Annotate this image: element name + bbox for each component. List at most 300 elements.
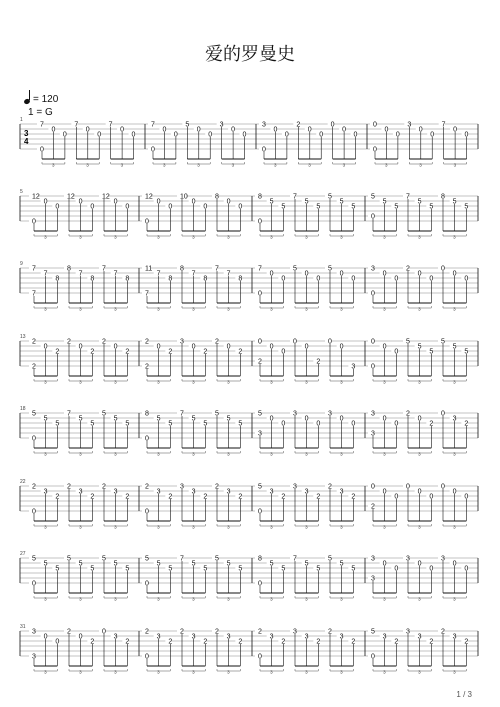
fret-number: 2 <box>238 493 243 501</box>
fret-number: 8 <box>55 275 60 283</box>
triplet-label: 3 <box>192 451 195 457</box>
fret-number: 0 <box>258 218 262 226</box>
triplet-label: 3 <box>192 669 195 675</box>
fret-number: 5 <box>339 560 344 568</box>
fret-number: 0 <box>258 338 262 346</box>
triplet-label: 3 <box>157 306 160 312</box>
fret-number: 0 <box>113 343 118 351</box>
fret-number: 0 <box>339 415 344 423</box>
fret-number: 10 <box>180 193 188 201</box>
fret-number: 2 <box>371 503 375 511</box>
measure-number: 18 <box>20 406 26 412</box>
fret-number: 7 <box>156 270 161 278</box>
fret-number: 0 <box>145 508 149 516</box>
fret-number: 2 <box>32 363 36 371</box>
fret-number: 0 <box>417 415 422 423</box>
fret-number: 5 <box>226 415 231 423</box>
triplet-label: 3 <box>44 379 47 385</box>
fret-number: 2 <box>406 265 410 273</box>
fret-number: 3 <box>406 555 410 563</box>
fret-number: 5 <box>168 565 173 573</box>
fret-number: 0 <box>382 270 387 278</box>
fret-number: 2 <box>90 493 95 501</box>
measure-number: 5 <box>20 189 23 195</box>
fret-number: 0 <box>394 420 399 428</box>
fret-number: 5 <box>339 198 344 206</box>
fret-number: 5 <box>304 560 309 568</box>
fret-number: 8 <box>90 275 95 283</box>
fret-number: 3 <box>371 555 375 563</box>
fret-number: 2 <box>125 493 130 501</box>
triplet-label: 3 <box>270 451 273 457</box>
fret-number: 0 <box>330 121 335 129</box>
fret-number: 0 <box>145 218 149 226</box>
triplet-label: 3 <box>453 379 456 385</box>
fret-number: 2 <box>238 638 243 646</box>
fret-number: 7 <box>74 121 79 129</box>
fret-number: 0 <box>32 435 36 443</box>
triplet-label: 3 <box>114 669 117 675</box>
triplet-label: 3 <box>114 234 117 240</box>
fret-number: 3 <box>304 633 309 641</box>
fret-number: 0 <box>196 126 201 134</box>
triplet-label: 3 <box>192 306 195 312</box>
fret-number: 7 <box>215 265 219 273</box>
measure-number: 1 <box>20 117 23 123</box>
fret-number: 5 <box>238 420 243 428</box>
fret-number: 5 <box>32 410 36 418</box>
fret-number: 0 <box>371 338 375 346</box>
triplet-label: 3 <box>418 596 421 602</box>
fret-number: 5 <box>90 565 95 573</box>
measure-number: 27 <box>20 551 26 557</box>
fret-number: 0 <box>382 560 387 568</box>
triplet-label: 3 <box>114 379 117 385</box>
fret-number: 3 <box>371 430 375 438</box>
fret-number: 3 <box>371 410 375 418</box>
fret-number: 2 <box>429 638 434 646</box>
fret-number: 5 <box>67 555 71 563</box>
fret-number: 12 <box>67 193 75 201</box>
fret-number: 0 <box>43 343 48 351</box>
fret-number: 2 <box>328 483 332 491</box>
fret-number: 0 <box>32 508 36 516</box>
fret-number: 7 <box>32 290 36 298</box>
fret-number: 0 <box>316 275 321 283</box>
fret-number: 2 <box>203 638 208 646</box>
fret-number: 0 <box>281 420 286 428</box>
fret-number: 0 <box>406 483 410 491</box>
fret-number: 7 <box>191 270 196 278</box>
triplet-label: 3 <box>197 162 200 168</box>
fret-number: 3 <box>382 633 387 641</box>
fret-number: 0 <box>452 560 457 568</box>
triplet-label: 3 <box>453 306 456 312</box>
measure-number: 9 <box>20 261 23 267</box>
key-signature: 1 = G <box>28 107 53 118</box>
fret-number: 5 <box>203 420 208 428</box>
triplet-label: 3 <box>44 524 47 530</box>
fret-number: 0 <box>464 565 469 573</box>
fret-number: 2 <box>145 483 149 491</box>
fret-number: 2 <box>203 493 208 501</box>
fret-number: 0 <box>258 653 262 661</box>
fret-number: 0 <box>258 508 262 516</box>
triplet-label: 3 <box>227 306 230 312</box>
fret-number: 0 <box>162 126 167 134</box>
fret-number: 0 <box>430 131 435 139</box>
fret-number: 2 <box>168 493 173 501</box>
triplet-label: 3 <box>340 669 343 675</box>
fret-number: 7 <box>180 555 184 563</box>
fret-number: 2 <box>215 338 219 346</box>
fret-number: 5 <box>145 555 149 563</box>
fret-number: 2 <box>351 493 356 501</box>
triplet-label: 3 <box>270 379 273 385</box>
fret-number: 0 <box>394 348 399 356</box>
fret-number: 8 <box>168 275 173 283</box>
measure-number: 13 <box>20 334 26 340</box>
triplet-label: 3 <box>384 162 388 168</box>
triplet-label: 3 <box>114 596 117 602</box>
fret-number: 0 <box>441 483 445 491</box>
fret-number: 0 <box>453 126 458 134</box>
fret-number: 5 <box>226 560 231 568</box>
fret-number: 3 <box>371 575 375 583</box>
fret-number: 3 <box>219 121 224 129</box>
fret-number: 3 <box>32 653 36 661</box>
fret-number: 5 <box>168 420 173 428</box>
fret-number: 3 <box>226 633 231 641</box>
fret-number: 2 <box>102 338 106 346</box>
fret-number: 0 <box>319 131 324 139</box>
fret-number: 5 <box>238 565 243 573</box>
triplet-label: 3 <box>157 379 160 385</box>
triplet-label: 3 <box>79 234 82 240</box>
fret-number: 3 <box>371 265 375 273</box>
fret-number: 5 <box>215 555 219 563</box>
fret-number: 8 <box>215 193 219 201</box>
triplet-label: 3 <box>418 234 421 240</box>
measure-number: 22 <box>20 479 26 485</box>
fret-number: 7 <box>226 270 231 278</box>
fret-number: 7 <box>40 121 44 129</box>
fret-number: 5 <box>316 203 321 211</box>
fret-number: 5 <box>452 198 457 206</box>
fret-number: 2 <box>67 338 71 346</box>
fret-number: 3 <box>191 488 196 496</box>
triplet-label: 3 <box>340 306 343 312</box>
triplet-label: 3 <box>340 234 343 240</box>
fret-number: 5 <box>43 415 48 423</box>
fret-number: 0 <box>373 121 377 129</box>
fret-number: 5 <box>113 560 118 568</box>
fret-number: 2 <box>32 338 36 346</box>
fret-number: 0 <box>125 203 130 211</box>
fret-number: 5 <box>78 415 83 423</box>
triplet-label: 3 <box>383 524 386 530</box>
fret-number: 0 <box>394 275 399 283</box>
fret-number: 5 <box>464 348 469 356</box>
fret-number: 7 <box>102 265 106 273</box>
triplet-label: 3 <box>51 162 55 168</box>
fret-number: 7 <box>67 410 71 418</box>
fret-number: 8 <box>203 275 208 283</box>
sheet-title: 爱的罗曼史 <box>205 44 295 65</box>
fret-number: 0 <box>418 126 423 134</box>
fret-number: 5 <box>43 560 48 568</box>
fret-number: 7 <box>293 555 297 563</box>
fret-number: 0 <box>395 131 400 139</box>
fret-number: 0 <box>273 126 278 134</box>
time-signature-bottom: 4 <box>24 137 29 146</box>
triplet-label: 3 <box>192 379 195 385</box>
fret-number: 5 <box>406 338 410 346</box>
fret-number: 0 <box>284 131 289 139</box>
triplet-label: 3 <box>340 379 343 385</box>
triplet-label: 3 <box>308 162 311 168</box>
fret-number: 0 <box>55 203 60 211</box>
fret-number: 0 <box>208 131 213 139</box>
fret-number: 5 <box>125 420 130 428</box>
fret-number: 0 <box>353 131 358 139</box>
fret-number: 2 <box>90 348 95 356</box>
fret-number: 0 <box>191 198 196 206</box>
fret-number: 0 <box>382 488 387 496</box>
fret-number: 7 <box>151 121 155 129</box>
fret-number: 2 <box>102 483 106 491</box>
triplet-label: 3 <box>383 451 386 457</box>
fret-number: 2 <box>145 338 149 346</box>
triplet-label: 3 <box>79 669 82 675</box>
fret-number: 11 <box>145 265 153 273</box>
triplet-label: 3 <box>44 451 47 457</box>
fret-number: 0 <box>168 203 173 211</box>
fret-number: 2 <box>125 348 130 356</box>
fret-number: 0 <box>351 420 356 428</box>
fret-number: 0 <box>156 198 161 206</box>
fret-number: 7 <box>108 121 113 129</box>
fret-number: 5 <box>55 420 60 428</box>
fret-number: 0 <box>281 275 286 283</box>
fret-number: 0 <box>339 270 344 278</box>
fret-number: 2 <box>215 628 219 636</box>
fret-number: 3 <box>269 633 274 641</box>
fret-number: 3 <box>293 628 297 636</box>
fret-number: 0 <box>78 198 83 206</box>
triplet-label: 3 <box>305 379 308 385</box>
fret-number: 2 <box>464 420 469 428</box>
triplet-label: 3 <box>270 524 273 530</box>
time-signature-top: 3 <box>24 129 29 138</box>
fret-number: 0 <box>452 270 457 278</box>
fret-number: 7 <box>43 270 48 278</box>
fret-number: 2 <box>464 638 469 646</box>
triplet-label: 3 <box>157 451 160 457</box>
fret-number: 3 <box>293 483 297 491</box>
triplet-label: 3 <box>270 669 273 675</box>
triplet-label: 3 <box>192 524 195 530</box>
fret-number: 2 <box>441 628 445 636</box>
fret-number: 3 <box>258 430 262 438</box>
fret-number: 5 <box>316 565 321 573</box>
triplet-label: 3 <box>79 596 82 602</box>
fret-number: 2 <box>168 638 173 646</box>
fret-number: 5 <box>203 565 208 573</box>
fret-number: 3 <box>78 488 83 496</box>
fret-number: 5 <box>351 565 356 573</box>
fret-number: 5 <box>371 628 375 636</box>
fret-number: 2 <box>125 638 130 646</box>
triplet-label: 3 <box>305 669 308 675</box>
fret-number: 0 <box>238 203 243 211</box>
fret-number: 0 <box>78 343 83 351</box>
triplet-label: 3 <box>120 162 124 168</box>
triplet-label: 3 <box>453 669 456 675</box>
triplet-label: 3 <box>192 596 195 602</box>
fret-number: 2 <box>429 420 434 428</box>
fret-number: 5 <box>156 560 161 568</box>
fret-number: 0 <box>151 146 155 154</box>
fret-number: 0 <box>226 343 231 351</box>
fret-number: 5 <box>394 203 399 211</box>
fret-number: 0 <box>304 343 309 351</box>
triplet-label: 3 <box>192 234 195 240</box>
fret-number: 0 <box>429 493 434 501</box>
triplet-label: 3 <box>270 596 273 602</box>
fret-number: 0 <box>51 126 56 134</box>
fret-number: 0 <box>78 633 83 641</box>
fret-number: 0 <box>382 415 387 423</box>
fret-number: 2 <box>328 628 332 636</box>
fret-number: 0 <box>43 198 48 206</box>
fret-number: 7 <box>32 265 36 273</box>
fret-number: 5 <box>429 348 434 356</box>
triplet-label: 3 <box>305 234 308 240</box>
fret-number: 5 <box>102 410 106 418</box>
fret-number: 0 <box>40 146 44 154</box>
fret-number: 0 <box>429 275 434 283</box>
fret-number: 2 <box>296 121 301 129</box>
fret-number: 12 <box>32 193 40 201</box>
fret-number: 5 <box>441 338 445 346</box>
fret-number: 2 <box>316 493 321 501</box>
fret-number: 3 <box>407 121 412 129</box>
triplet-label: 3 <box>44 669 47 675</box>
fret-number: 2 <box>238 348 243 356</box>
fret-number: 5 <box>429 203 434 211</box>
fret-number: 0 <box>464 275 469 283</box>
fret-number: 0 <box>371 483 375 491</box>
fret-number: 5 <box>191 560 196 568</box>
fret-number: 0 <box>97 131 102 139</box>
fret-number: 3 <box>351 363 356 371</box>
fret-number: 0 <box>417 560 422 568</box>
fret-number: 0 <box>281 348 286 356</box>
triplet-label: 3 <box>79 306 82 312</box>
fret-number: 0 <box>145 580 149 588</box>
fret-number: 0 <box>62 131 67 139</box>
fret-number: 5 <box>371 193 375 201</box>
fret-number: 5 <box>281 565 286 573</box>
triplet-label: 3 <box>305 306 308 312</box>
fret-number: 3 <box>32 628 36 636</box>
triplet-label: 3 <box>227 234 230 240</box>
fret-number: 8 <box>180 265 184 273</box>
fret-number: 2 <box>67 628 71 636</box>
fret-number: 3 <box>262 121 266 129</box>
fret-number: 5 <box>417 343 422 351</box>
fret-number: 0 <box>231 126 236 134</box>
fret-number: 0 <box>262 146 266 154</box>
fret-number: 5 <box>258 410 262 418</box>
fret-number: 5 <box>417 198 422 206</box>
triplet-label: 3 <box>270 306 273 312</box>
fret-number: 0 <box>304 415 309 423</box>
measure-number: 31 <box>20 624 26 630</box>
fret-number: 0 <box>43 633 48 641</box>
fret-number: 0 <box>203 203 208 211</box>
fret-number: 2 <box>203 348 208 356</box>
triplet-label: 3 <box>419 162 422 168</box>
fret-number: 12 <box>145 193 153 201</box>
triplet-label: 3 <box>86 162 89 168</box>
fret-number: 0 <box>269 270 274 278</box>
triplet-label: 3 <box>453 596 456 602</box>
fret-number: 2 <box>316 638 321 646</box>
fret-number: 0 <box>242 131 247 139</box>
fret-number: 5 <box>102 555 106 563</box>
fret-number: 3 <box>339 633 344 641</box>
fret-number: 0 <box>371 363 375 371</box>
fret-number: 8 <box>125 275 130 283</box>
triplet-label: 3 <box>453 451 456 457</box>
fret-number: 2 <box>215 483 219 491</box>
fret-number: 0 <box>373 146 377 154</box>
fret-number: 0 <box>328 338 332 346</box>
fret-number: 5 <box>269 198 274 206</box>
fret-number: 7 <box>78 270 83 278</box>
fret-number: 5 <box>293 265 297 273</box>
fret-number: 8 <box>67 265 71 273</box>
fret-number: 3 <box>406 628 410 636</box>
fret-number: 5 <box>328 193 332 201</box>
fret-number: 0 <box>441 265 445 273</box>
fret-number: 5 <box>464 203 469 211</box>
fret-number: 2 <box>351 638 356 646</box>
triplet-label: 3 <box>227 596 230 602</box>
fret-number: 0 <box>226 198 231 206</box>
fret-number: 3 <box>452 415 457 423</box>
fret-number: 8 <box>258 555 262 563</box>
fret-number: 2 <box>258 358 262 366</box>
fret-number: 3 <box>452 633 457 641</box>
fret-number: 5 <box>156 415 161 423</box>
triplet-label: 3 <box>114 451 117 457</box>
fret-number: 5 <box>191 415 196 423</box>
fret-number: 0 <box>173 131 178 139</box>
fret-number: 2 <box>67 483 71 491</box>
page-number: 1 / 3 <box>456 690 472 699</box>
triplet-label: 3 <box>305 596 308 602</box>
fret-number: 5 <box>304 198 309 206</box>
triplet-label: 3 <box>231 162 235 168</box>
fret-number: 0 <box>371 213 375 221</box>
fret-number: 0 <box>269 343 274 351</box>
fret-number: 2 <box>281 493 286 501</box>
fret-number: 5 <box>90 420 95 428</box>
fret-number: 0 <box>351 275 356 283</box>
